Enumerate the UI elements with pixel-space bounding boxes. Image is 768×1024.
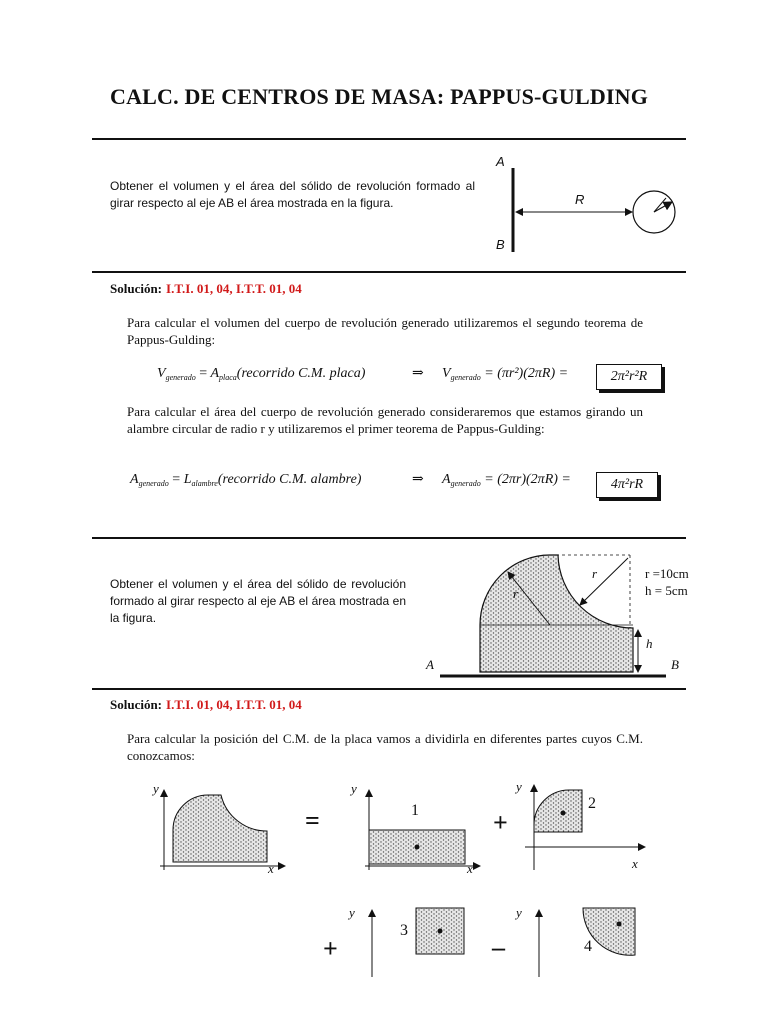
axis-label-b: B — [496, 237, 505, 252]
page-title: CALC. DE CENTROS DE MASA: PAPPUS-GULDING — [110, 84, 649, 109]
solution-label: Solución: — [110, 697, 163, 712]
axis-label-b: B — [671, 657, 679, 672]
implies-symbol: ⇒ — [412, 366, 424, 381]
x-axis-label: x — [268, 861, 274, 876]
given-r: r =10cm — [645, 566, 689, 581]
equation-area: $A_{generado}$ = $L_{alambre}(recorrido$ C.M. alambre) — [130, 472, 362, 488]
problem1-text: Obtener el volumen y el área del sólido de revolución formado al girar respecto al eje AB el área mostrada en la figura. — [110, 179, 475, 210]
part3-graph — [358, 905, 478, 985]
radius-label-1: r — [513, 586, 519, 601]
part2-graph — [520, 780, 650, 880]
axis-label-a: A — [496, 154, 505, 169]
solution1-para2: Para calcular el área del cuerpo de revolución generado consideraremos que estamos girando un alambre circular de radio r y utilizaremos el primer teorema de Pappus-Gulding: — [127, 404, 643, 436]
x-axis-label: x — [632, 856, 638, 871]
equation-volume-rhs: $V_{generado} = (\pi r^2)(2\pi R)$ = — [442, 366, 569, 382]
solution2-para1: Para calcular la posición del C.M. de la placa vamos a dividirla en diferentes partes cuyos C.M. conozcamos: — [127, 731, 643, 763]
equals-sign: = — [305, 806, 320, 835]
minus-sign: – — [492, 933, 505, 962]
given-h: h = 5cm — [645, 583, 688, 598]
axis-label-a: A — [426, 657, 434, 672]
part4-number: 4 — [584, 938, 592, 955]
height-label: h — [646, 636, 653, 651]
implies-symbol: ⇒ — [412, 472, 424, 487]
divider — [92, 688, 686, 690]
radius-label: R — [575, 192, 585, 207]
area-result-box: 4π²rR — [596, 472, 658, 498]
x-axis-label: x — [467, 861, 473, 876]
part3-number: 3 — [400, 922, 408, 939]
y-axis-label: y — [153, 781, 159, 796]
divider — [92, 537, 686, 539]
equation-area-rhs: $A_{generado} = (2\pi r)(2\pi R)$ = — [442, 472, 571, 488]
solution1-para1: Para calcular el volumen del cuerpo de revolución generado utilizaremos el segundo teorema de Pappus-Gulding: — [127, 315, 643, 347]
part1-graph — [355, 785, 485, 880]
y-axis-label: y — [349, 905, 355, 920]
y-axis-label: y — [351, 781, 357, 796]
radius-label-2: r — [592, 566, 598, 581]
divider — [92, 271, 686, 273]
solution-refs: I.T.I. 01, 04, I.T.T. 01, 04 — [166, 281, 302, 296]
equation-volume: $V_{generado}$ = $A_{placa}(recorrido$ C.M. placa) — [157, 366, 366, 382]
solution1-header — [110, 280, 302, 298]
solution-label: Solución: — [110, 281, 163, 296]
volume-result-box: 2π²r²R — [596, 364, 662, 390]
plate-shape — [480, 555, 633, 672]
solution2-header — [110, 696, 302, 714]
solution-refs: I.T.I. 01, 04, I.T.T. 01, 04 — [166, 697, 302, 712]
y-axis-label: y — [516, 779, 522, 794]
problem2-text: Obtener el volumen y el área del sólido de revolución formado al girar respecto al eje AB el área mostrada en la figura. — [110, 577, 406, 625]
y-axis-label: y — [516, 905, 522, 920]
divider — [92, 138, 686, 140]
plus-sign: + — [493, 808, 508, 837]
part2-number: 2 — [588, 795, 596, 812]
plus-sign: + — [323, 934, 338, 963]
part1-number: 1 — [411, 802, 419, 819]
